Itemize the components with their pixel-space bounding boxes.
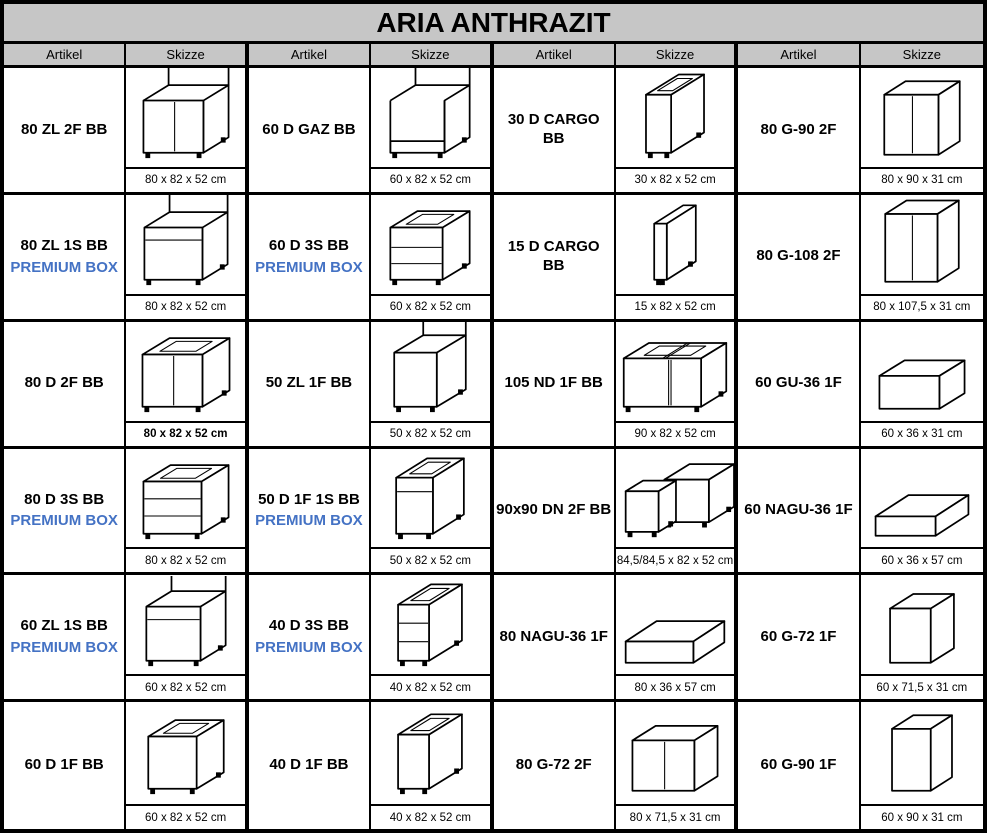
cabinet-sketch-base-3-drawers-40 xyxy=(371,575,489,674)
cabinet-sketch-wall-cabinet-2-doors-90 xyxy=(861,68,983,167)
article-code: 80 ZL 2F BB xyxy=(20,120,108,138)
article-code: 90x90 DN 2F BB xyxy=(496,501,612,519)
article-code: 60 NAGU-36 1F xyxy=(744,501,853,519)
article-code: 80 ZL 1S BB xyxy=(20,236,108,254)
cabinet-sketch-wall-cabinet-1-door-90 xyxy=(861,702,983,804)
article-cell xyxy=(249,195,371,322)
cabinet-sketch-sink-base-1-door xyxy=(371,322,489,421)
article-cell xyxy=(494,449,616,576)
sketch-cell xyxy=(861,68,983,195)
article-cell xyxy=(4,68,126,195)
article-cell xyxy=(738,449,860,576)
article-cell xyxy=(249,68,371,195)
dimensions-label: 60 x 82 x 52 cm xyxy=(126,804,244,829)
article-code: 50 D 1F 1S BB xyxy=(258,490,360,508)
sketch-cell xyxy=(616,322,738,449)
cabinet-sketch-cargo-pullout-30 xyxy=(616,68,734,167)
page-title: ARIA ANTHRAZIT xyxy=(4,4,983,44)
article-code: 80 G-108 2F xyxy=(756,247,841,265)
dimensions-label: 80 x 107,5 x 31 cm xyxy=(861,294,983,319)
article-code: 80 G-72 2F xyxy=(515,756,592,774)
premium-box-label: PREMIUM BOX xyxy=(255,258,363,276)
cabinet-sketch-base-3-drawers-60 xyxy=(371,195,489,294)
sketch-cell xyxy=(126,195,248,322)
sketch-cell xyxy=(126,702,248,829)
article-code: 60 G-72 1F xyxy=(760,627,837,645)
sketch-cell xyxy=(616,702,738,829)
sketch-cell xyxy=(126,322,248,449)
dimensions-label: 30 x 82 x 52 cm xyxy=(616,167,734,192)
article-code: 50 ZL 1F BB xyxy=(265,374,353,392)
cabinet-sketch-base-1-door-60 xyxy=(126,702,244,804)
column-header-skizze: Skizze xyxy=(126,44,248,68)
article-code: 60 GU-36 1F xyxy=(755,374,842,392)
column-header-artikel: Artikel xyxy=(738,44,860,68)
article-cell xyxy=(4,575,126,702)
sketch-cell xyxy=(616,449,738,576)
premium-box-label: PREMIUM BOX xyxy=(10,258,118,276)
dimensions-label: 40 x 82 x 52 cm xyxy=(371,804,489,829)
article-cell xyxy=(4,322,126,449)
dimensions-label: 60 x 82 x 52 cm xyxy=(371,167,489,192)
cabinet-sketch-sink-base-1-drawer-80 xyxy=(126,195,244,294)
article-code: 105 ND 1F BB xyxy=(504,374,603,392)
article-cell xyxy=(249,449,371,576)
article-code: 60 D 1F BB xyxy=(24,756,104,774)
premium-box-label: PREMIUM BOX xyxy=(10,512,118,530)
dimensions-label: 80 x 90 x 31 cm xyxy=(861,167,983,192)
article-code: 30 D CARGO BB xyxy=(507,111,600,147)
dimensions-label: 80 x 82 x 52 cm xyxy=(126,421,244,446)
sketch-cell xyxy=(616,195,738,322)
dimensions-label: 80 x 82 x 52 cm xyxy=(126,167,244,192)
article-cell xyxy=(494,68,616,195)
cabinet-sketch-sink-base-1-drawer-60 xyxy=(126,575,244,674)
sketch-cell xyxy=(371,68,493,195)
sketch-cell xyxy=(371,702,493,829)
article-code: 80 G-90 2F xyxy=(760,120,837,138)
cabinet-sketch-wall-cabinet-2-doors-108 xyxy=(861,195,983,294)
sketch-cell xyxy=(126,68,248,195)
premium-box-label: PREMIUM BOX xyxy=(255,512,363,530)
dimensions-label: 40 x 82 x 52 cm xyxy=(371,674,489,699)
column-header-skizze: Skizze xyxy=(616,44,738,68)
dimensions-label: 50 x 82 x 52 cm xyxy=(371,547,489,572)
sketch-cell xyxy=(371,322,493,449)
sketch-cell xyxy=(616,575,738,702)
cabinet-sketch-sink-base-2-doors xyxy=(126,68,244,167)
sketch-cell xyxy=(861,322,983,449)
cabinet-sketch-corner-base-105 xyxy=(616,322,734,421)
cabinet-sketch-wall-cabinet-1-door-72 xyxy=(861,575,983,674)
cabinet-sketch-wall-flap-flat-nagu-80 xyxy=(616,575,734,674)
article-cell xyxy=(738,68,860,195)
article-cell xyxy=(738,702,860,829)
cabinet-sketch-base-3-drawers-80 xyxy=(126,449,244,548)
article-cell xyxy=(4,702,126,829)
sketch-cell xyxy=(861,449,983,576)
article-cell xyxy=(249,702,371,829)
premium-box-label: PREMIUM BOX xyxy=(10,639,118,657)
dimensions-label: 80 x 36 x 57 cm xyxy=(616,674,734,699)
article-code: 40 D 1F BB xyxy=(269,756,349,774)
sketch-cell xyxy=(371,575,493,702)
cabinet-sketch-base-1-door-1-drawer xyxy=(371,449,489,548)
cabinet-sketch-cargo-pullout-15 xyxy=(616,195,734,294)
sketch-cell xyxy=(861,575,983,702)
sketch-cell xyxy=(616,68,738,195)
cabinet-sketch-wall-flap-box-gu36 xyxy=(861,322,983,421)
dimensions-label: 60 x 82 x 52 cm xyxy=(371,294,489,319)
dimensions-label: 15 x 82 x 52 cm xyxy=(616,294,734,319)
article-code: 80 D 3S BB xyxy=(24,490,105,508)
article-code: 40 D 3S BB xyxy=(268,617,349,635)
article-cell xyxy=(494,195,616,322)
dimensions-label: 80 x 82 x 52 cm xyxy=(126,294,244,319)
sketch-cell xyxy=(126,449,248,576)
article-code: 60 D 3S BB xyxy=(268,236,349,254)
article-code: 60 ZL 1S BB xyxy=(20,617,108,635)
column-header-artikel: Artikel xyxy=(4,44,126,68)
article-cell xyxy=(4,195,126,322)
article-code: 15 D CARGO BB xyxy=(507,237,600,274)
column-header-artikel: Artikel xyxy=(249,44,371,68)
cabinet-sketch-wall-flap-flat-nagu-60 xyxy=(861,449,983,548)
sketch-cell xyxy=(371,449,493,576)
column-header-artikel: Artikel xyxy=(494,44,616,68)
sketch-cell xyxy=(371,195,493,322)
dimensions-label: 60 x 71,5 x 31 cm xyxy=(861,674,983,699)
dimensions-label: 50 x 82 x 52 cm xyxy=(371,421,489,446)
article-code: 80 D 2F BB xyxy=(24,374,104,392)
cabinet-sketch-base-2-doors-open-top xyxy=(126,322,244,421)
article-cell xyxy=(738,575,860,702)
article-code: 60 G-90 1F xyxy=(760,756,837,774)
cabinet-sketch-corner-base-L-90x90 xyxy=(616,449,734,548)
cabinet-sketch-wall-cabinet-2-doors-72 xyxy=(616,702,734,804)
premium-box-label: PREMIUM BOX xyxy=(255,639,363,657)
article-cell xyxy=(738,322,860,449)
article-cell xyxy=(738,195,860,322)
article-cell xyxy=(4,449,126,576)
dimensions-label: 80 x 82 x 52 cm xyxy=(126,547,244,572)
column-header-skizze: Skizze xyxy=(861,44,983,68)
column-header-skizze: Skizze xyxy=(371,44,493,68)
sketch-cell xyxy=(861,195,983,322)
dimensions-label: 60 x 36 x 31 cm xyxy=(861,421,983,446)
article-code: 60 D GAZ BB xyxy=(262,120,356,138)
product-table xyxy=(4,44,983,829)
article-cell xyxy=(494,702,616,829)
cabinet-sketch-base-1-door-40 xyxy=(371,702,489,804)
article-code: 80 NAGU-36 1F xyxy=(499,627,608,645)
dimensions-label: 60 x 90 x 31 cm xyxy=(861,804,983,829)
dimensions-label: 60 x 36 x 57 cm xyxy=(861,547,983,572)
sketch-cell xyxy=(861,702,983,829)
dimensions-label: 60 x 82 x 52 cm xyxy=(126,674,244,699)
article-cell xyxy=(249,575,371,702)
article-cell xyxy=(249,322,371,449)
article-cell xyxy=(494,575,616,702)
dimensions-label: 80 x 71,5 x 31 cm xyxy=(616,804,734,829)
cabinet-sketch-oven-housing-open xyxy=(371,68,489,167)
article-cell xyxy=(494,322,616,449)
dimensions-label: 84,5/84,5 x 82 x 52 cm xyxy=(616,547,734,572)
dimensions-label: 90 x 82 x 52 cm xyxy=(616,421,734,446)
sketch-cell xyxy=(126,575,248,702)
